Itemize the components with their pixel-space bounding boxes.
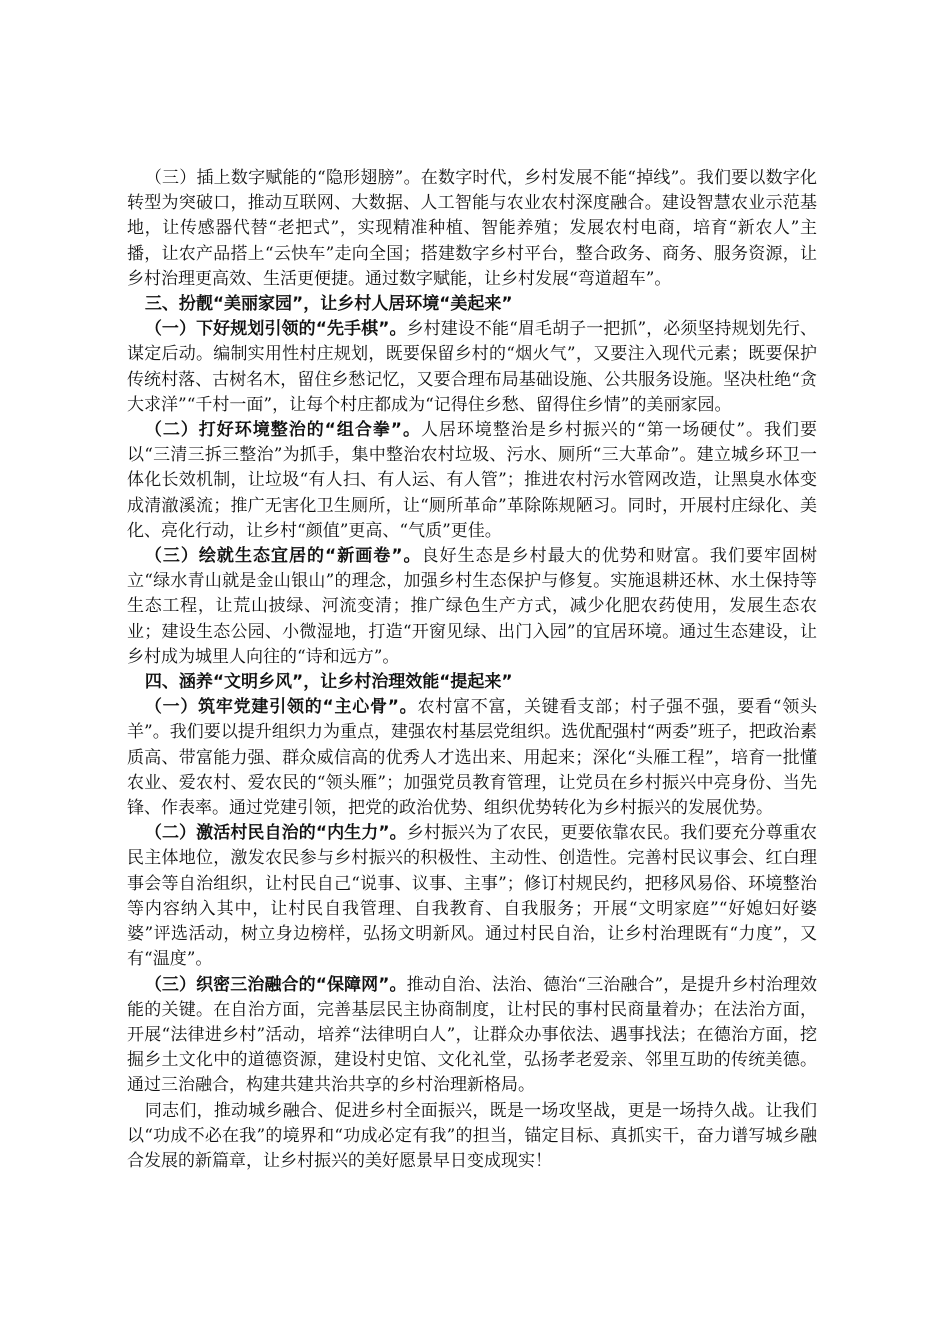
paragraph-ecology (127, 544, 817, 670)
paragraph-lead: （三）织密三治融合的“保障网”。 (144, 974, 407, 995)
paragraph-lead: （一）筑牢党建引领的“主心骨”。 (144, 697, 418, 718)
paragraph-party-building (127, 695, 817, 821)
paragraph-text: 农村富不富，关键看支部；村子强不强，要看“领头羊”。我们要以提升组织力为重点，建强农村基层党组织。选优配强村“两委”班子，把政治素质高、带富能力强、群众威信高的优秀人才选出来、用起来；深化“头雁工程”，培育一批懂农业、爱农村、爱农民的“领头雁”；加强党员教育管理，让党员在乡村振兴中亮身份、当先锋、作表率。通过党建引领，把党的政治优势、组织优势转化为乡村振兴的发展优势。 (127, 697, 817, 819)
paragraph-lead: （三）绘就生态宜居的“新画卷”。 (144, 546, 422, 567)
paragraph-planning (127, 317, 817, 418)
paragraph-environment (127, 418, 817, 544)
document-page (127, 166, 817, 1174)
paragraph-text: 推动自治、法治、德治“三治融合”，是提升乡村治理效能的关键。在自治方面，完善基层民主协商制度，让村民的事村民商量着办；在法治方面，开展“法律进乡村”活动，培养“法律明白人”，让群众办事依法、遇事找法；在德治方面，挖掘乡土文化中的道德资源，建设村史馆、文化礼堂，弘扬孝老爱亲、邻里互助的传统美德。通过三治融合，构建共建共治共享的乡村治理新格局。 (127, 974, 817, 1096)
section-heading-3: 三、扮靓“美丽家园”，让乡村人居环境“美起来” (144, 294, 513, 315)
section-heading-4: 四、涵养“文明乡风”，让乡村治理效能“提起来” (144, 672, 513, 693)
paragraph-lead: （一）下好规划引领的“先手棋”。 (144, 319, 407, 340)
paragraph-conclusion (127, 1099, 817, 1175)
paragraph-text: 乡村建设不能“眉毛胡子一把抓”，必须坚持规划先行、谋定后动。编制实用性村庄规划，既要保留乡村的“烟火气”，又要注入现代元素；既要保护传统村落、古树名木，留住乡愁记忆，又要合理布局基础设施、公共服务设施。坚决杜绝“贪大求洋”“千村一面”，让每个村庄都成为“记得住乡愁、留得住乡情”的美丽家园。 (127, 319, 817, 415)
paragraph-text: （三）插上数字赋能的“隐形翅膀”。在数字时代，乡村发展不能“掉线”。我们要以数字化转型为突破口，推动互联网、大数据、人工智能与农业农村深度融合。建设智慧农业示范基地，让传感器代替“老把式”，实现精准种植、智能养殖；发展农村电商，培育“新农人”主播，让农产品搭上“云快车”走向全国；搭建数字乡村平台，整合政务、商务、服务资源，让乡村治理更高效、生活更便捷。通过数字赋能，让乡村发展“弯道超车”。 (127, 168, 817, 289)
paragraph-text: 良好生态是乡村最大的优势和财富。我们要牢固树立“绿水青山就是金山银山”的理念，加强乡村生态保护与修复。实施退耕还林、水土保持等生态工程，让荒山披绿、河流变清；推广绿色生产方式，减少化肥农药使用，发展生态农业；建设生态公园、小微湿地，打造“开窗见绿、出门入园”的宜居环境。通过生态建设，让乡村成为城里人向往的“诗和远方”。 (127, 546, 817, 667)
paragraph-lead: （二）打好环境整治的“组合拳”。 (144, 420, 421, 441)
paragraph-text: 人居环境整治是乡村振兴的“第一场硬仗”。我们要以“三清三拆三整治”为抓手，集中整治农村垃圾、污水、厕所“三大革命”。建立城乡环卫一体化长效机制，让垃圾“有人扫、有人运、有人管”；推进农村污水管网改造，让黑臭水体变成清澈溪流；推广无害化卫生厕所，让“厕所革命”革除陈规陋习。同时，开展村庄绿化、美化、亮化行动，让乡村“颜值”更高、“气质”更佳。 (127, 420, 817, 541)
paragraph-lead: （二）激活村民自治的“内生力”。 (144, 823, 407, 844)
paragraph-self-governance (127, 821, 817, 972)
paragraph-three-governance (127, 973, 817, 1099)
paragraph-text: 乡村振兴为了农民，更要依靠农民。我们要充分尊重农民主体地位，激发农民参与乡村振兴的积极性、主动性、创造性。完善村民议事会、红白理事会等自治组织，让村民自己“说事、议事、主事”；修订村规民约，把移风易俗、环境整治等内容纳入其中，让村民自我管理、自我教育、自我服务；开展“文明家庭”“好媳妇好婆婆”评选活动，树立身边榜样，弘扬文明新风。通过村民自治，让乡村治理既有“力度”，又有“温度”。 (127, 823, 817, 970)
paragraph-text: 同志们，推动城乡融合、促进乡村全面振兴，既是一场攻坚战，更是一场持久战。让我们以“功成不必在我”的境界和“功成必定有我”的担当，锚定目标、真抓实干，奋力谱写城乡融合发展的新篇章，让乡村振兴的美好愿景早日变成现实！ (127, 1100, 817, 1171)
paragraph-digital-empowerment (127, 166, 817, 292)
